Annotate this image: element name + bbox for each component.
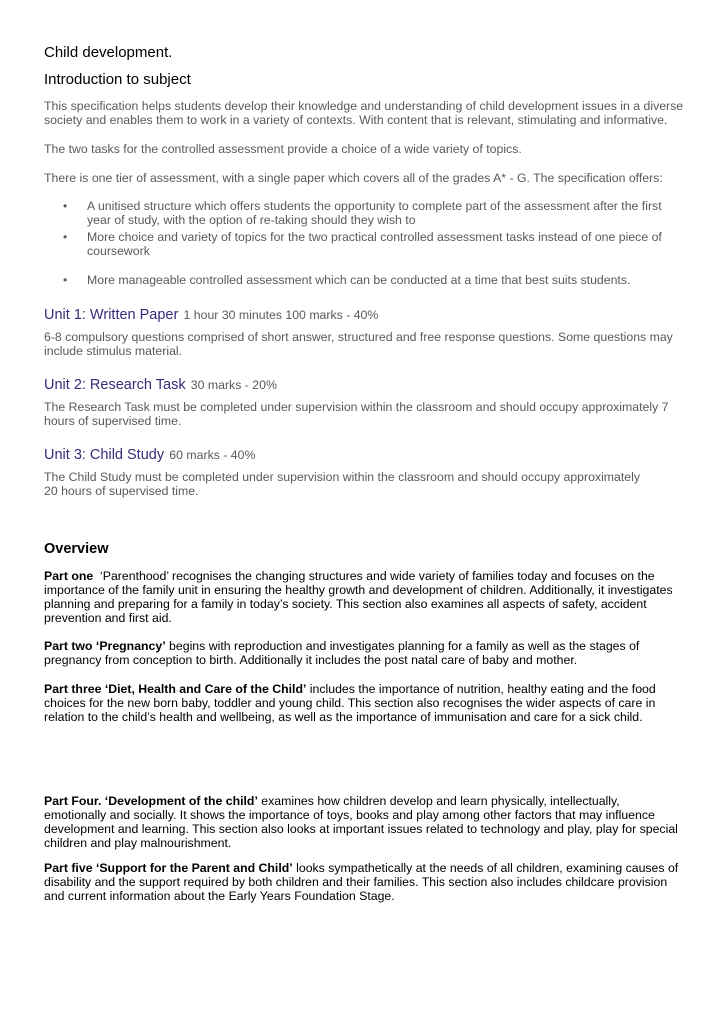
part-text: includes the importance of nutrition, healthy eating and the food choices for the new born baby, toddler and young child. This section also recognises the wider aspects of care in relation to the child’s health and wellbeing, as well as the importance of immunisation and care for a sick child. — [44, 682, 656, 724]
intro-paragraph: The two tasks for the controlled assessment provide a choice of a wide variety of topics. — [44, 142, 522, 156]
unit-meta: 1 hour 30 minutes 100 marks - 40% — [183, 308, 379, 322]
part-text: begins with reproduction and investigates planning for a family as well as the stages of pregnancy from conception to birth. Additionally it includes the post natal care of baby and mother. — [44, 639, 640, 667]
unit-heading — [44, 372, 277, 394]
list-item — [44, 199, 684, 227]
list-item-text: A unitised structure which offers students the opportunity to complete part of the assessment after the first year of study, with the option of re-taking should they wish to — [87, 199, 662, 227]
document-title: Child development. — [44, 44, 173, 61]
part-text: examines how children develop and learn physically, intellectually, emotionally and socially. It shows the importance of toys, books and play among other factors that may influence development and learning. This section also looks at important issues related to technology and play, play for special children and play malnourishment. — [44, 794, 678, 850]
overview-part — [44, 639, 684, 667]
intro-heading: Introduction to subject — [44, 71, 191, 88]
overview-part — [44, 682, 684, 724]
bullet-icon: • — [63, 273, 68, 287]
unit-description — [44, 470, 684, 498]
list-item — [44, 273, 684, 287]
unit-heading — [44, 302, 378, 324]
bullet-icon: • — [63, 199, 68, 213]
part-label: Part Four. ‘Development of the child’ — [44, 794, 258, 808]
part-label: Part three ‘Diet, Health and Care of the Child’ — [44, 682, 307, 696]
unit-meta: 60 marks - 40% — [169, 448, 256, 462]
list-item — [44, 230, 684, 258]
intro-paragraph: This specification helps students develop their knowledge and understanding of child development issues in a diverse society and enables them to work in a variety of contexts. With content that is relevant, stimulating and informative. — [44, 99, 684, 127]
unit-description: The Research Task must be completed under supervision within the classroom and should occupy approximately 7 hours of supervised time. — [44, 400, 669, 428]
unit-heading — [44, 442, 255, 464]
part-label: Part two ‘Pregnancy’ — [44, 639, 166, 653]
part-text: ‘Parenthood’ recognises the changing structures and wide variety of families today and focuses on the importance of the family unit in ensuring the healthy growth and development of children. Additionally, it investigates planning and preparing for a family in today’s society. This section also examines all aspects of safety, accident prevention and first aid. — [44, 569, 673, 625]
unit-name: Unit 1: Written Paper — [44, 307, 179, 323]
list-item-text: More manageable controlled assessment which can be conducted at a time that best suits students. — [87, 273, 631, 287]
unit-description: 6-8 compulsory questions comprised of short answer, structured and free response questions. Some questions may include stimulus material. — [44, 330, 673, 358]
unit-name: Unit 3: Child Study — [44, 447, 165, 463]
unit-description-line: The Child Study must be completed under supervision within the classroom and should occupy approximately — [44, 470, 641, 484]
unit-meta: 30 marks - 20% — [190, 378, 277, 392]
bullet-icon: • — [63, 230, 68, 244]
intro-paragraph: There is one tier of assessment, with a single paper which covers all of the grades A* - G. The specification offers: — [44, 171, 663, 185]
unit-name: Unit 2: Research Task — [44, 377, 186, 393]
overview-part — [44, 861, 684, 903]
overview-heading: Overview — [44, 541, 109, 557]
part-label: Part one — [44, 569, 94, 583]
part-label: Part five ‘Support for the Parent and Child’ — [44, 861, 293, 875]
part-text: looks sympathetically at the needs of all children, examining causes of disability and the support required by both children and their families. This section also includes childcare provision and current information about the Early Years Foundation Stage. — [44, 861, 679, 903]
overview-part — [44, 569, 684, 625]
unit-description-line: 20 hours of supervised time. — [44, 484, 199, 498]
list-item-text: More choice and variety of topics for the two practical controlled assessment tasks instead of one piece of coursework — [87, 230, 662, 258]
offer-list — [44, 199, 684, 287]
overview-part — [44, 794, 684, 850]
